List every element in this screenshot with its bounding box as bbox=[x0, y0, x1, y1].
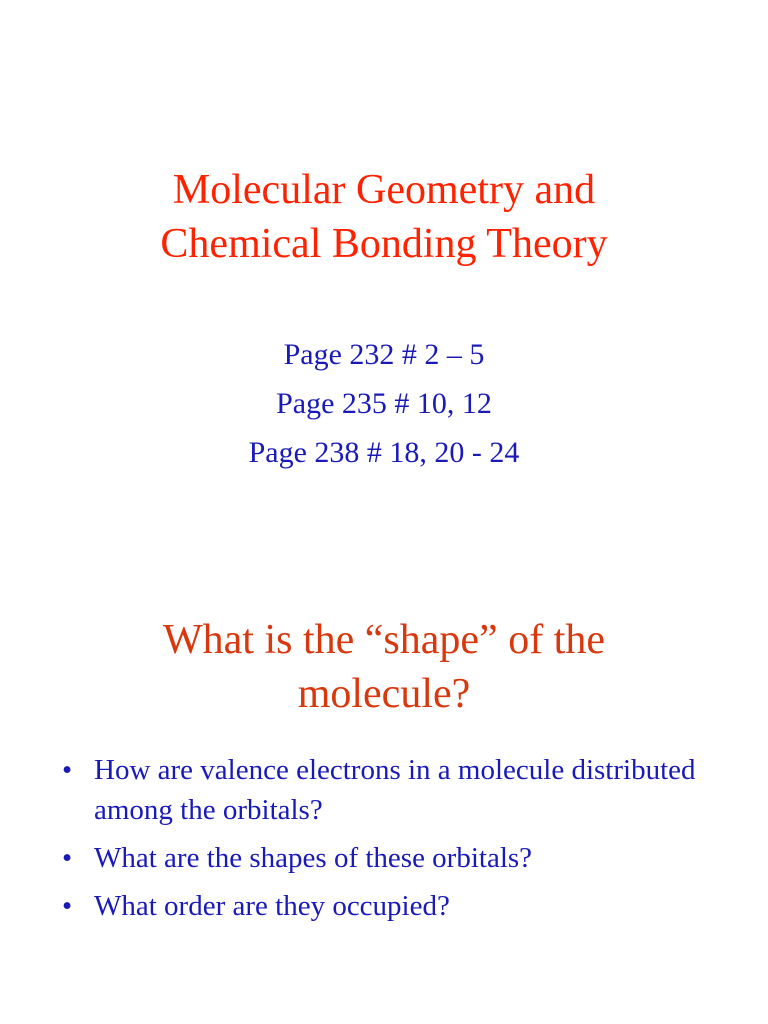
slide2-title-line1: What is the “shape” of the bbox=[163, 617, 605, 663]
bullet-item bbox=[60, 750, 740, 830]
page-references bbox=[0, 330, 768, 477]
slide1-title-line1: Molecular Geometry and bbox=[172, 167, 596, 213]
bullet-icon: • bbox=[62, 842, 73, 874]
bullet-icon: • bbox=[62, 754, 73, 786]
slide2-title bbox=[0, 613, 768, 721]
slide1-title bbox=[0, 163, 768, 271]
bullet-text: What order are they occupied? bbox=[94, 890, 450, 922]
bullet-icon: • bbox=[62, 890, 73, 922]
slide1-title-line2: Chemical Bonding Theory bbox=[160, 221, 608, 267]
bullet-text: What are the shapes of these orbitals? bbox=[94, 842, 533, 874]
page-reference: Page 232 # 2 – 5 bbox=[283, 338, 485, 371]
bullet-item bbox=[60, 838, 740, 878]
bullet-list bbox=[60, 750, 740, 934]
page-reference: Page 235 # 10, 12 bbox=[276, 387, 492, 420]
bullet-text: How are valence electrons in a molecule distributed among the orbitals? bbox=[94, 754, 696, 826]
bullet-item bbox=[60, 886, 740, 926]
slide2-title-line2: molecule? bbox=[297, 671, 471, 717]
page-reference: Page 238 # 18, 20 - 24 bbox=[248, 436, 520, 469]
